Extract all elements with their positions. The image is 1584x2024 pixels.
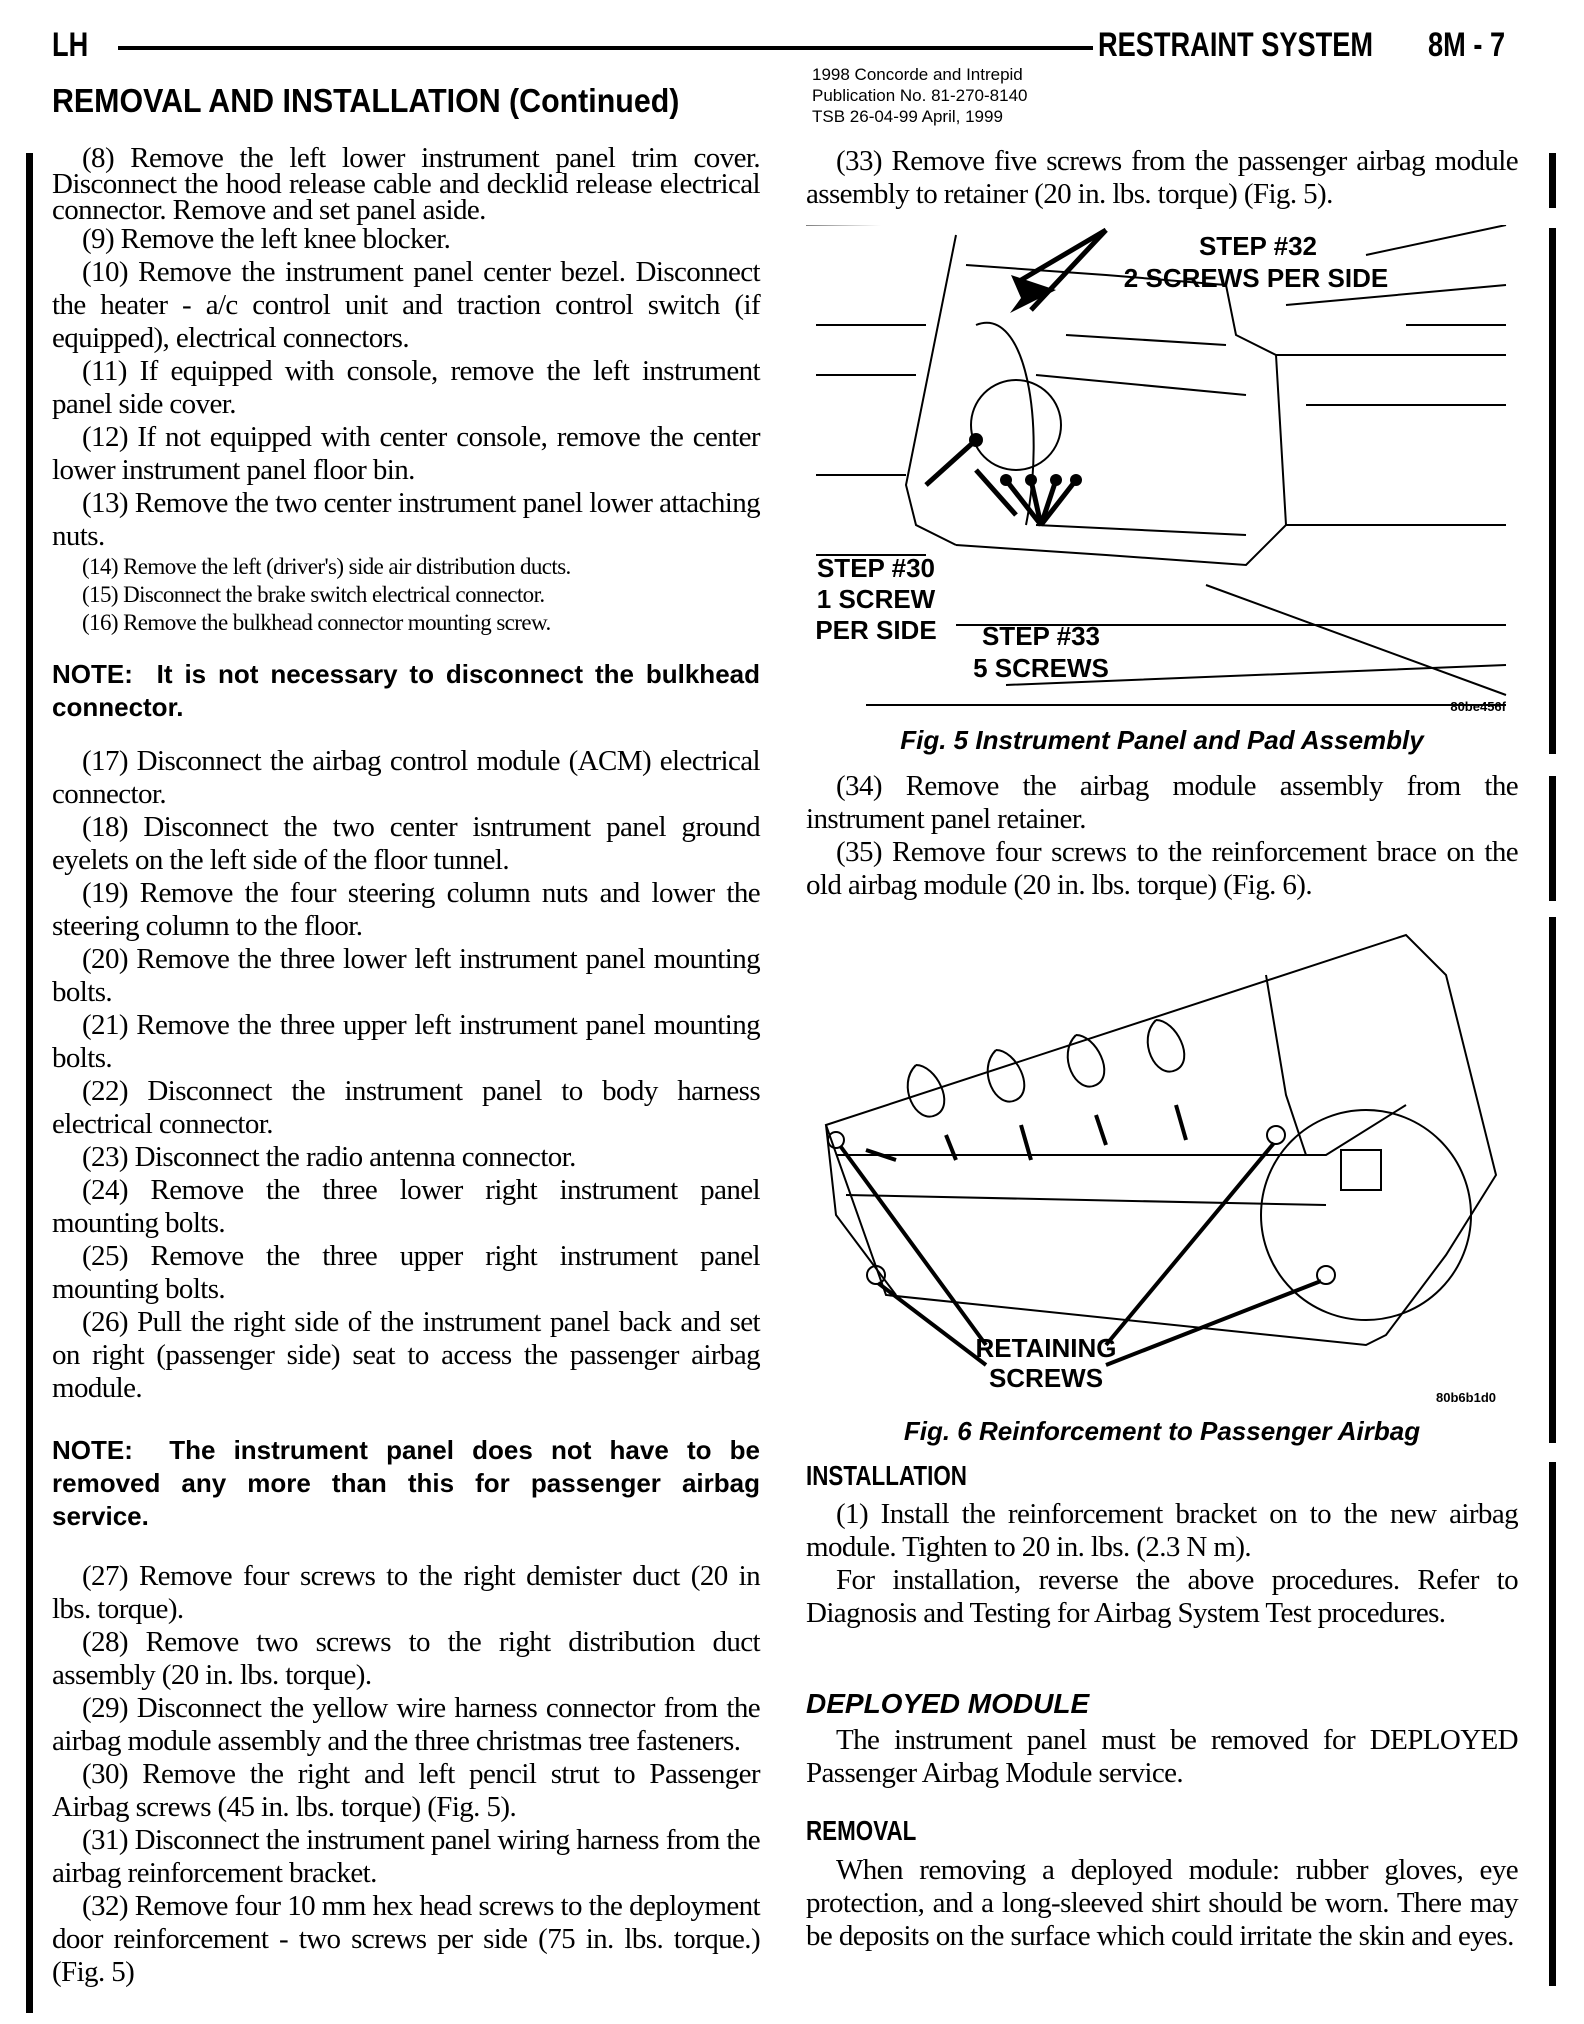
step-paragraph: (10) Remove the instrument panel center bezel. Disconnect the heater - a/c control unit and traction control switch (if equipped), electrical connectors.	[52, 256, 760, 354]
steps-34-35	[806, 770, 1518, 902]
step-paragraph: (29) Disconnect the yellow wire harness connector from the airbag module assembly and the three christmas tree fasteners.	[52, 1692, 760, 1757]
step-paragraph: (23) Disconnect the radio antenna connector.	[82, 1141, 576, 1173]
note-instrument-panel	[52, 1434, 760, 1533]
step-paragraph: (35) Remove four screws to the reinforcement brace on the old airbag module (20 in. lbs. torque) (Fig. 6).	[806, 836, 1518, 901]
change-bar	[1549, 917, 1556, 1443]
fig5-step30-detail: 1 SCREW	[816, 584, 936, 614]
removal-text	[806, 1854, 1518, 1953]
figure-6-illustration	[806, 915, 1518, 1415]
step-paragraph: (34) Remove the airbag module assembly from the instrument panel retainer.	[806, 770, 1518, 835]
change-bar	[1549, 1462, 1556, 1986]
publication-info	[812, 64, 1027, 127]
deployed-module-text	[806, 1724, 1518, 1790]
header-left: LH	[52, 26, 89, 64]
fig6-code: 80b6b1d0	[1436, 1390, 1496, 1405]
step-paragraph: For installation, reverse the above procedures. Refer to Diagnosis and Testing for Airbag System Test procedures.	[806, 1564, 1518, 1629]
change-bar	[1549, 153, 1556, 208]
installation-heading: INSTALLATION	[806, 1460, 967, 1491]
note-bulkhead	[52, 658, 760, 724]
fig5-step32-label: STEP #32	[1198, 231, 1318, 261]
step-paragraph: (21) Remove the three upper left instrument panel mounting bolts.	[52, 1009, 760, 1074]
pub-line: Publication No. 81-270-8140	[812, 86, 1028, 105]
step-paragraph: The instrument panel must be removed for DEPLOYED Passenger Airbag Module service.	[806, 1724, 1518, 1789]
step-paragraph: (25) Remove the three upper right instrument panel mounting bolts.	[52, 1240, 760, 1305]
step-paragraph: (33) Remove five screws from the passenger airbag module assembly to retainer (20 in. lbs. torque) (Fig. 5).	[806, 145, 1518, 210]
step-paragraph: When removing a deployed module: rubber gloves, eye protection, and a long-sleeved shirt should be worn. There may be deposits on the surface which could irritate the skin and eyes.	[806, 1854, 1518, 1952]
fig5-step30-label: STEP #30	[816, 553, 936, 583]
figure-6-caption: Fig. 6 Reinforcement to Passenger Airbag	[903, 1416, 1421, 1446]
deployed-module-heading: DEPLOYED MODULE	[806, 1688, 1090, 1719]
step-paragraph: (24) Remove the three lower right instrument panel mounting bolts.	[52, 1174, 760, 1239]
header-rule	[118, 46, 1093, 50]
page-number: 8M - 7	[1428, 26, 1506, 64]
step-paragraph: (11) If equipped with console, remove the left instrument panel side cover.	[52, 355, 760, 420]
change-bar	[26, 153, 33, 2013]
step-paragraph: (16) Remove the bulkhead connector mounting screw.	[82, 610, 551, 635]
step-paragraph: (9) Remove the left knee blocker.	[82, 223, 451, 255]
step-paragraph: (31) Disconnect the instrument panel wiring harness from the airbag reinforcement bracket.	[52, 1824, 760, 1889]
pub-line: 1998 Concorde and Intrepid	[812, 65, 1023, 84]
fig5-step33-detail: 5 SCREWS	[973, 653, 1109, 683]
removal-heading: REMOVAL	[806, 1815, 917, 1846]
step-paragraph: (20) Remove the three lower left instrument panel mounting bolts.	[52, 943, 760, 1008]
figure-5-illustration	[806, 225, 1518, 715]
step-paragraph: (27) Remove four screws to the right demister duct (20 in lbs. torque).	[52, 1560, 760, 1625]
step-paragraph: (12) If not equipped with center console, remove the center lower instrument panel floor bin.	[52, 421, 760, 486]
page-title: REMOVAL AND INSTALLATION (Continued)	[52, 82, 680, 119]
fig5-code: 80be456f	[1450, 699, 1506, 714]
step-paragraph: (1) Install the reinforcement bracket on to the new airbag module. Tighten to 20 in. lbs. (2.3 N m).	[806, 1498, 1518, 1563]
step-paragraph: (18) Disconnect the two center isntrument panel ground eyelets on the left side of the floor tunnel.	[52, 811, 760, 876]
fig6-label-retaining: RETAINING	[975, 1333, 1117, 1363]
pub-line: TSB 26-04-99 April, 1999	[812, 107, 1003, 126]
installation-text	[806, 1498, 1518, 1630]
step-paragraph: (30) Remove the right and left pencil strut to Passenger Airbag screws (45 in. lbs. torque) (Fig. 5).	[52, 1758, 760, 1823]
step-paragraph: (26) Pull the right side of the instrument panel back and set on right (passenger side) seat to access the passenger airbag module.	[52, 1306, 760, 1404]
fig6-label-screws: SCREWS	[988, 1363, 1104, 1393]
step-paragraph: (14) Remove the left (driver's) side air distribution ducts.	[82, 554, 571, 579]
step-paragraph: (17) Disconnect the airbag control module (ACM) electrical connector.	[52, 745, 760, 810]
note-text: The instrument panel does not have to be removed any more than this for passenger airbag service.	[52, 1435, 760, 1531]
step-paragraph: (22) Disconnect the instrument panel to body harness electrical connector.	[52, 1075, 760, 1140]
step-33	[806, 145, 1518, 211]
step-paragraph: (8) Remove the left lower instrument panel trim cover. Disconnect the hood release cable and decklid release electrical connector. Remove and set panel aside.	[52, 142, 760, 226]
step-paragraph: (32) Remove four 10 mm hex head screws to the deployment door reinforcement - two screws per side (75 in. lbs. torque.) (Fig. 5)	[52, 1890, 760, 1988]
step-paragraph: (15) Disconnect the brake switch electrical connector.	[82, 582, 545, 607]
step-paragraph: (28) Remove two screws to the right distribution duct assembly (20 in. lbs. torque).	[52, 1626, 760, 1691]
note-label: NOTE:	[52, 1435, 133, 1465]
header-section: RESTRAINT SYSTEM	[1098, 26, 1374, 64]
steps-27-32	[52, 1560, 760, 1989]
change-bar	[1549, 228, 1556, 754]
steps-8-16	[52, 142, 760, 637]
steps-17-26	[52, 745, 760, 1405]
fig5-step33-label: STEP #33	[981, 621, 1101, 651]
note-label: NOTE:	[52, 659, 133, 689]
fig5-step32-detail: 2 SCREWS PER SIDE	[1123, 263, 1389, 293]
step-paragraph: (19) Remove the four steering column nuts and lower the steering column to the floor.	[52, 877, 760, 942]
figure-5-caption: Fig. 5 Instrument Panel and Pad Assembly	[900, 725, 1424, 755]
step-paragraph: (13) Remove the two center instrument panel lower attaching nuts.	[52, 487, 760, 552]
note-text: It is not necessary to disconnect the bulkhead connector.	[52, 659, 760, 722]
change-bar	[1549, 776, 1556, 901]
fig5-step30-side: PER SIDE	[815, 615, 937, 645]
